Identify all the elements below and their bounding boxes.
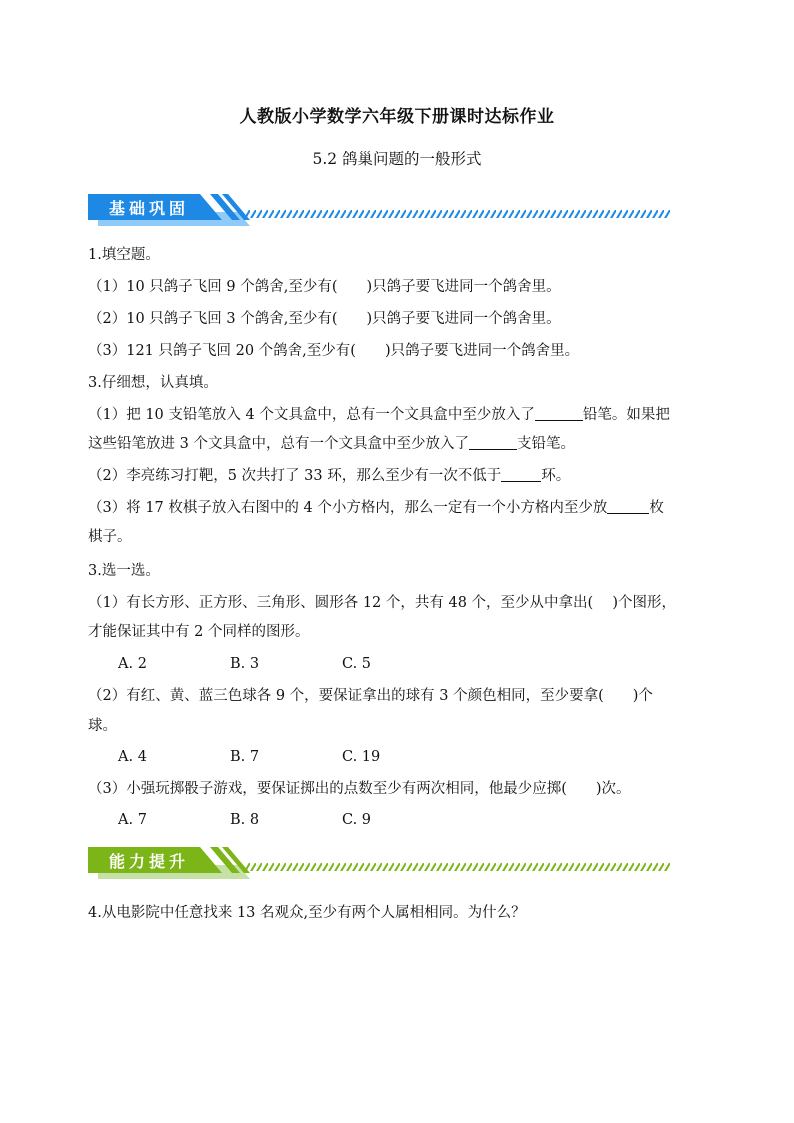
q1-item-1: （1）10 只鸽子飞回 9 个鸽舍,至少有( )只鸽子要飞进同一个鸽舍里。 [88,279,561,295]
q3-item-2-line-1: （2）有红、黄、蓝三色球各 9 个，要保证拿出的球有 3 个颜色相同，至少要拿( )个 [88,688,653,704]
q4-heading: 4.从电影院中任意找来 13 名观众,至少有两个人属相相同。为什么？ [88,905,526,921]
q2-item-3-text-a: （3）将 17 枚棋子放入右图中的 4 个小方格内，那么一定有一个小方格内至少放 [88,500,608,516]
section-label-basic: 基础巩固 [108,198,189,218]
q2-item-3-text-b: 枚 [649,500,664,516]
q3-item-3: （3）小强玩掷骰子游戏，要保证掷出的点数至少有两次相同，他最少应掷( )次。 [88,781,631,797]
q1-item-3: （3）121 只鸽子飞回 20 个鸽舍,至少有( )只鸽子要飞进同一个鸽舍里。 [88,343,580,359]
q2-item-1-line-1 [88,405,670,425]
q2-item-1-text-d: 支铅笔。 [516,436,575,452]
q3-item-1-line-2: 才能保证其中有 2 个同样的图形。 [88,624,310,640]
q3-item-2-line-2: 球。 [88,718,117,734]
answer-blank[interactable] [501,466,541,482]
answer-blank[interactable] [469,434,517,450]
q1-item-2: （2）10 只鸽子飞回 3 个鸽舍,至少有( )只鸽子要飞进同一个鸽舍里。 [88,311,561,327]
q3-item-1-line-1: （1）有长方形、正方形、三角形、圆形各 12 个，共有 48 个，至少从中拿出( )个图形， [88,595,676,611]
q3-item-3-option-a[interactable]: A. 7 [118,812,147,828]
answer-blank[interactable] [607,498,649,514]
q1-heading: 1.填空题。 [88,247,160,263]
q2-item-2-text-b: 环。 [541,468,571,484]
q2-item-1-text-c: 这些铅笔放进 3 个文具盒中，总有一个文具盒中至少放入了 [88,436,469,452]
section-banner-basic [88,190,670,230]
q3-item-2-option-a[interactable]: A. 4 [118,749,147,765]
section-label-advanced: 能力提升 [108,851,189,871]
q3-item-1-option-b[interactable]: B. 3 [230,656,260,672]
q2-item-2 [88,466,570,486]
q3-item-2-option-c[interactable]: C. 19 [342,749,381,765]
q3-item-1-option-a[interactable]: A. 2 [118,656,147,672]
q2-item-3-line-1 [88,498,664,518]
q3-item-1-option-c[interactable]: C. 5 [342,656,372,672]
q2-item-1-text-a: （1）把 10 支铅笔放入 4 个文具盒中，总有一个文具盒中至少放入了 [88,407,535,423]
q3-heading: 3.选一选。 [88,563,160,579]
q2-item-2-text-a: （2）李亮练习打靶，5 次共打了 33 环，那么至少有一次不低于 [88,468,502,484]
q2-item-3-line-2: 棋子。 [88,529,132,545]
page-title: 人教版小学数学六年级下册课时达标作业 [239,107,555,127]
q3-item-3-option-b[interactable]: B. 8 [230,812,260,828]
q2-item-1-text-b: 铅笔。如果把 [582,407,670,423]
q2-item-1-line-2 [88,434,575,454]
q2-heading: 3.仔细想，认真填。 [88,375,218,391]
q3-item-3-option-c[interactable]: C. 9 [342,812,372,828]
section-banner-advanced [88,843,670,883]
page-subtitle: 5.2 鸽巢问题的一般形式 [312,150,482,168]
q3-item-2-option-b[interactable]: B. 7 [230,749,260,765]
answer-blank[interactable] [535,405,583,421]
